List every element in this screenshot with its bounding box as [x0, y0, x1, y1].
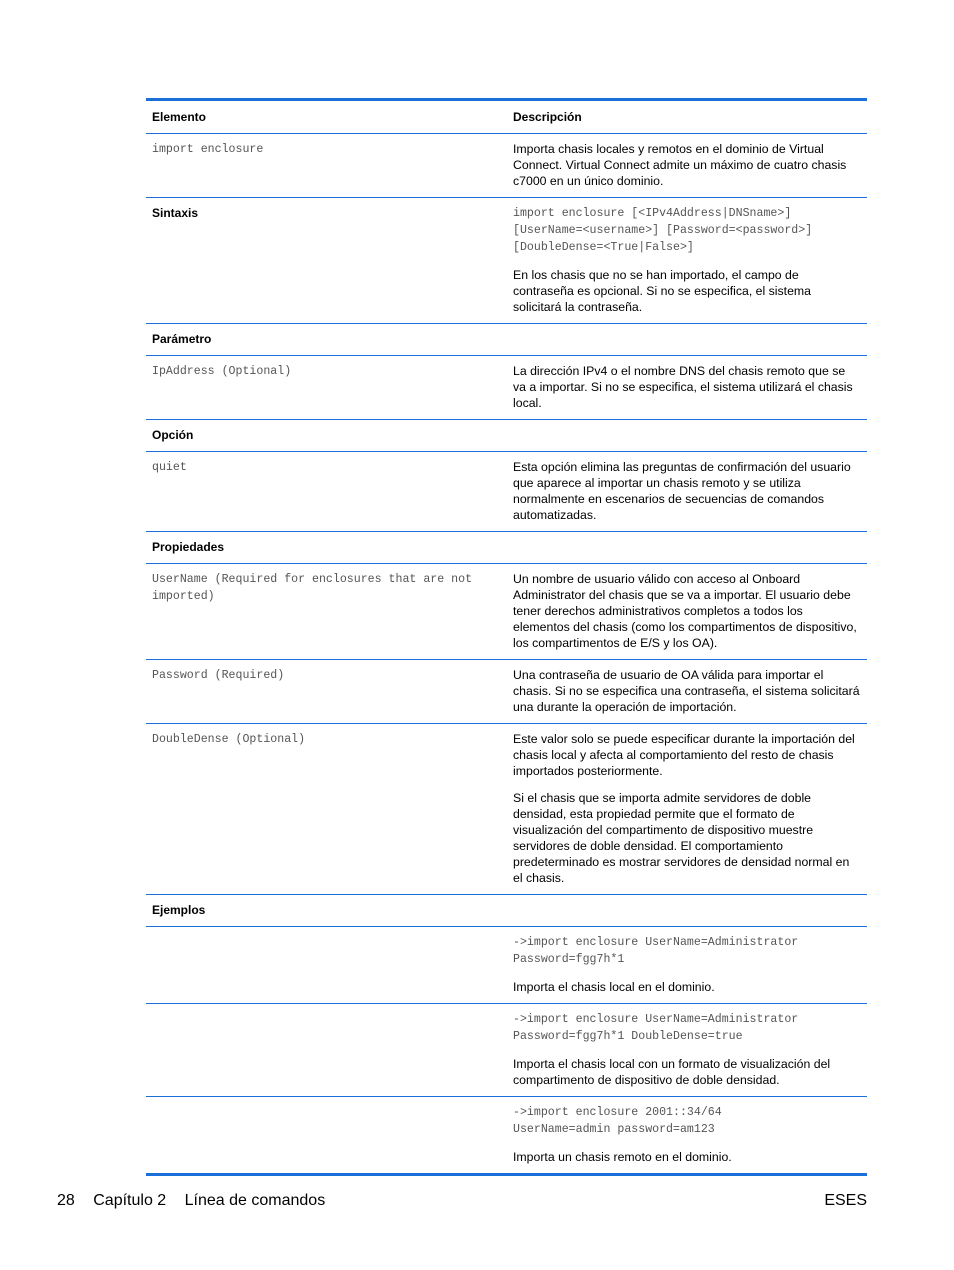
column-header-element: Elemento [152, 110, 207, 124]
property-description: Un nombre de usuario válido con acceso al Onboard Administrator del chasis que se va a importar. El usuario debe tener derechos administrativos completos a todos los elementos del chasis (como los compartimentos de dispositivo, los compartimentos de E/S y los OA). [513, 572, 857, 650]
parameter-label: Parámetro [152, 332, 212, 346]
parameter-name: IpAddress (Optional) [152, 365, 292, 378]
parameter-description: La dirección IPv4 o el nombre DNS del chasis remoto que se va a importar. Si no se especifica, el sistema utilizará el chasis local. [513, 364, 853, 410]
table-row-examples-heading [146, 895, 867, 927]
table-row-property-username [146, 564, 867, 660]
option-name: quiet [152, 461, 187, 474]
footer-left [57, 1191, 339, 1211]
example-code: ->import enclosure 2001::34/64 UserName=admin password=am123 [513, 1106, 722, 1136]
property-name: Password (Required) [152, 669, 285, 682]
table-row-parameter [146, 356, 867, 420]
property-name: UserName (Required for enclosures that are not imported) [152, 573, 480, 603]
command-name: import enclosure [152, 143, 264, 156]
table-row-command [146, 134, 867, 198]
example-description: Importa el chasis local con un formato de visualización del compartimento de dispositivo de doble densidad. [513, 1057, 831, 1087]
table-row-option [146, 452, 867, 532]
chapter-title: Línea de comandos [184, 1192, 326, 1209]
property-description: Este valor solo se puede especificar durante la importación del chasis local y afecta al comportamiento del resto de chasis importados posteriormente. [513, 732, 855, 778]
property-description-extra: Si el chasis que se importa admite servidores de doble densidad, esta propiedad permite que el formato de visualización del compartimento de dispositivo muestre servidores de doble densidad. El comportamiento predeterminado es mostrar servidores de densidad normal en el chasis. [513, 791, 850, 885]
command-description: Importa chasis locales y remotos en el dominio de Virtual Connect. Virtual Connect admite un máximo de cuatro chasis c7000 en un único dominio. [513, 142, 847, 188]
table-header-row [146, 101, 867, 134]
example-code: ->import enclosure UserName=Administrator Password=fgg7h*1 DoubleDense=true [513, 1013, 799, 1043]
syntax-label: Sintaxis [152, 206, 199, 220]
property-name: DoubleDense (Optional) [152, 733, 306, 746]
example-description: Importa el chasis local en el dominio. [513, 980, 715, 994]
example-description: Importa un chasis remoto en el dominio. [513, 1150, 732, 1164]
option-label: Opción [152, 428, 194, 442]
table-row-example [146, 1004, 867, 1097]
table-row-parameter-heading [146, 324, 867, 356]
option-description: Esta opción elimina las preguntas de confirmación del usuario que aparece al importar un chasis remoto y se utiliza normalmente en escenarios de secuencias de comandos automatizadas. [513, 460, 851, 522]
example-code: ->import enclosure UserName=Administrator Password=fgg7h*1 [513, 936, 799, 966]
table-row-example [146, 1097, 867, 1173]
column-header-description: Descripción [513, 110, 582, 124]
locale-code: ESES [824, 1192, 867, 1209]
page-footer [57, 1191, 867, 1211]
syntax-code: import enclosure [<IPv4Address|DNSname>] [UserName=<username>] [Password=<password>] [DoubleDense=<True|False>] [513, 207, 813, 254]
table-row-property-doubledense [146, 724, 867, 895]
table-row-syntax [146, 198, 867, 324]
property-description: Una contraseña de usuario de OA válida para importar el chasis. Si no se especifica una contraseña, el sistema solicitará una durante la operación de importación. [513, 668, 860, 714]
page-number: 28 [57, 1192, 75, 1209]
table-row-properties-heading [146, 532, 867, 564]
properties-label: Propiedades [152, 540, 225, 554]
table-row-option-heading [146, 420, 867, 452]
table-row-property-password [146, 660, 867, 724]
chapter-label: Capítulo 2 [93, 1192, 167, 1209]
table-row-example [146, 927, 867, 1004]
command-reference-table [146, 98, 867, 1176]
examples-label: Ejemplos [152, 903, 206, 917]
syntax-note: En los chasis que no se han importado, el campo de contraseña es opcional. Si no se especifica, el sistema solicitará la contraseña. [513, 268, 812, 314]
